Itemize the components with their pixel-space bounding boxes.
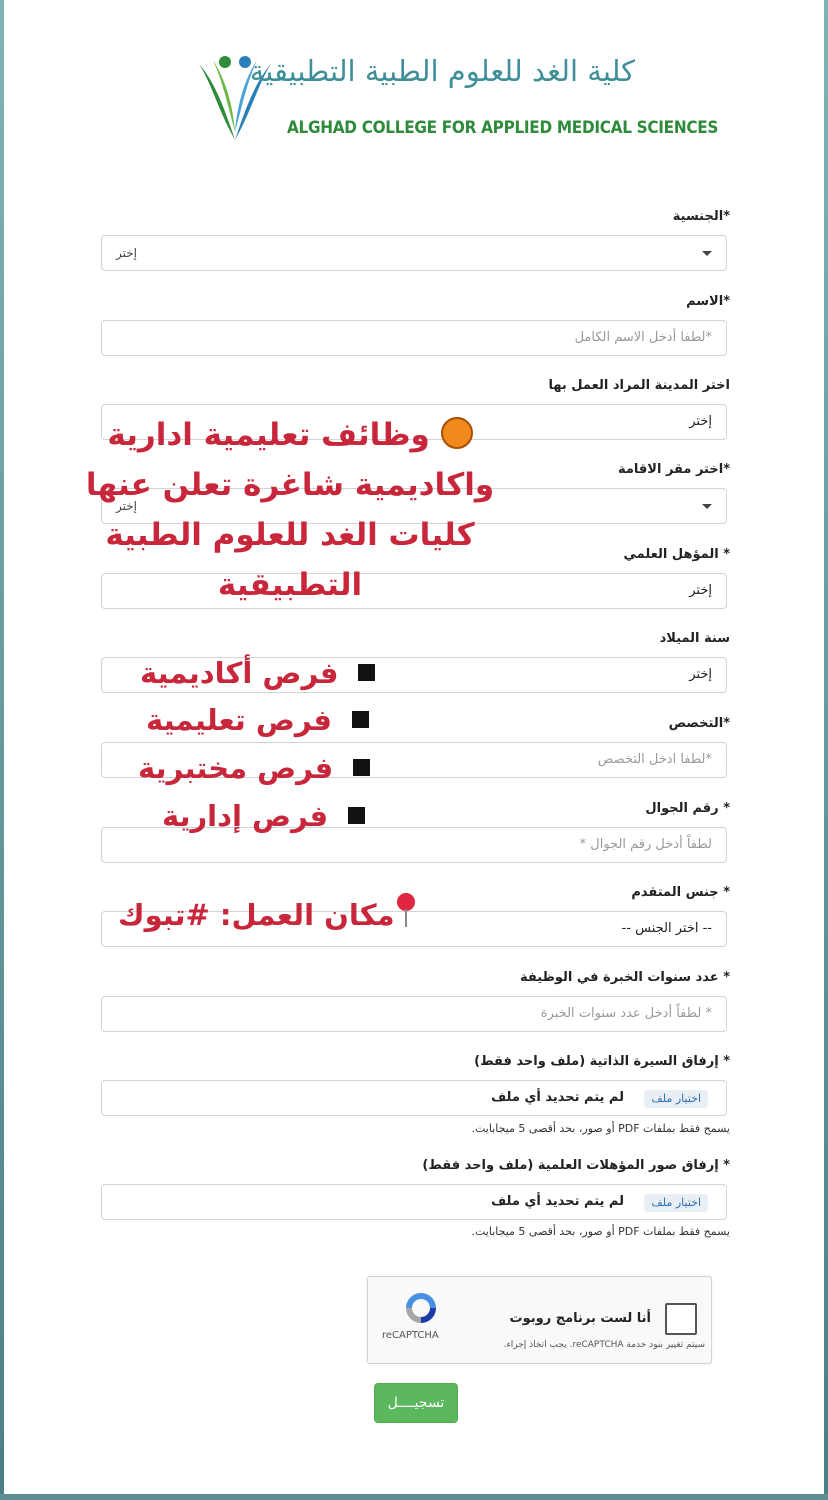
recaptcha-widget [367, 1276, 712, 1364]
nationality-select[interactable] [101, 235, 727, 271]
qualification-label: * المؤهل العلمي [623, 547, 730, 562]
name-placeholder: *لطفا أدخل الاسم الكامل [574, 330, 712, 345]
certificates-hint: يسمح فقط بملفات PDF أو صور، بحد أقصى 5 ميجابايت. [471, 1225, 730, 1238]
cv-label: * إرفاق السيرة الذاتية (ملف واحد فقط) [474, 1054, 730, 1069]
nationality-label: *الجنسية [672, 209, 730, 224]
overlay-headline: وظائف تعليمية ادارية واكاديمية شاغرة تعلن عنها كليات الغد للعلوم الطبية التطبيقية [85, 417, 495, 603]
experience-input[interactable] [101, 996, 727, 1032]
overlay-headline-block [55, 410, 525, 610]
orange-circle-icon [441, 417, 473, 449]
left-edge [0, 0, 4, 1500]
residence-label: *اختر مقر الاقامة [617, 462, 730, 477]
birth-year-value: إختر [689, 667, 712, 682]
certificates-file-status: لم يتم تحديد أي ملف [491, 1194, 624, 1209]
cv-file-status: لم يتم تحديد أي ملف [491, 1090, 624, 1105]
submit-button[interactable]: تسجيــــل [374, 1383, 458, 1423]
black-square-icon [352, 711, 369, 728]
overlay-item-3 [138, 751, 370, 785]
name-input[interactable] [101, 320, 727, 356]
pin-icon [395, 893, 417, 927]
recaptcha-label: أنا لست برنامج روبوت [509, 1311, 651, 1326]
nationality-value: إختر [116, 246, 137, 260]
specialization-label: *التخصص [668, 716, 730, 731]
black-square-icon [353, 759, 370, 776]
city-label: اختر المدينة المراد العمل بها [548, 378, 730, 393]
overlay-item-text: فرص أكاديمية [140, 656, 339, 690]
overlay-location [118, 893, 417, 932]
residence-value: إختر [116, 499, 137, 513]
logo-arabic-text: كلية الغد للعلوم الطبية التطبيقية [249, 54, 635, 88]
chevron-down-icon [702, 251, 712, 256]
bottom-edge [0, 1494, 828, 1500]
experience-label: * عدد سنوات الخبرة في الوظيفة [520, 970, 730, 985]
certificates-choose-file-button[interactable]: اختيار ملف [644, 1194, 708, 1212]
birth-year-label: سنة الميلاد [659, 631, 730, 646]
overlay-item-1 [140, 656, 375, 690]
cv-choose-file-button[interactable]: اختيار ملف [644, 1090, 708, 1108]
recaptcha-terms: سيتم تغيير بنود خدمة reCAPTCHA. يجب اتخاذ إجراء. [503, 1340, 705, 1350]
recaptcha-checkbox[interactable] [665, 1303, 697, 1335]
cv-hint: يسمح فقط بملفات PDF أو صور، بحد أقصى 5 ميجابايت. [471, 1122, 730, 1135]
overlay-item-4 [162, 799, 365, 833]
certificates-file-input[interactable] [101, 1184, 727, 1220]
black-square-icon [358, 664, 375, 681]
college-logo [195, 52, 719, 147]
logo-english-text: ALGHAD COLLEGE FOR APPLIED MEDICAL SCIENCES [287, 118, 719, 138]
right-edge [824, 0, 828, 1500]
recaptcha-brand: reCAPTCHA [382, 1330, 439, 1341]
name-label: *الاسم [686, 294, 730, 309]
recaptcha-logo-icon [402, 1289, 440, 1327]
overlay-item-2 [146, 703, 369, 737]
experience-placeholder: * لطفاً أدخل عدد سنوات الخبرة [540, 1006, 712, 1021]
overlay-item-text: فرص تعليمية [146, 703, 332, 737]
chevron-down-icon [702, 504, 712, 509]
black-square-icon [348, 807, 365, 824]
mobile-label: * رقم الجوال [645, 801, 730, 816]
qualification-value: إختر [689, 583, 712, 598]
overlay-location-text: مكان العمل: #تبوك [118, 898, 395, 932]
cv-file-input[interactable] [101, 1080, 727, 1116]
mobile-placeholder: لطفاً أدخل رقم الجوال * [579, 837, 712, 852]
overlay-item-text: فرص مختبرية [138, 751, 334, 785]
certificates-label: * إرفاق صور المؤهلات العلمية (ملف واحد فقط) [422, 1158, 730, 1173]
city-value: إختر [689, 414, 712, 429]
gender-label: * جنس المتقدم [631, 885, 730, 900]
gender-value: -- اختر الجنس -- [621, 921, 712, 936]
overlay-item-text: فرص إدارية [162, 799, 329, 833]
specialization-placeholder: *لطفا ادخل التخصص [597, 752, 712, 767]
